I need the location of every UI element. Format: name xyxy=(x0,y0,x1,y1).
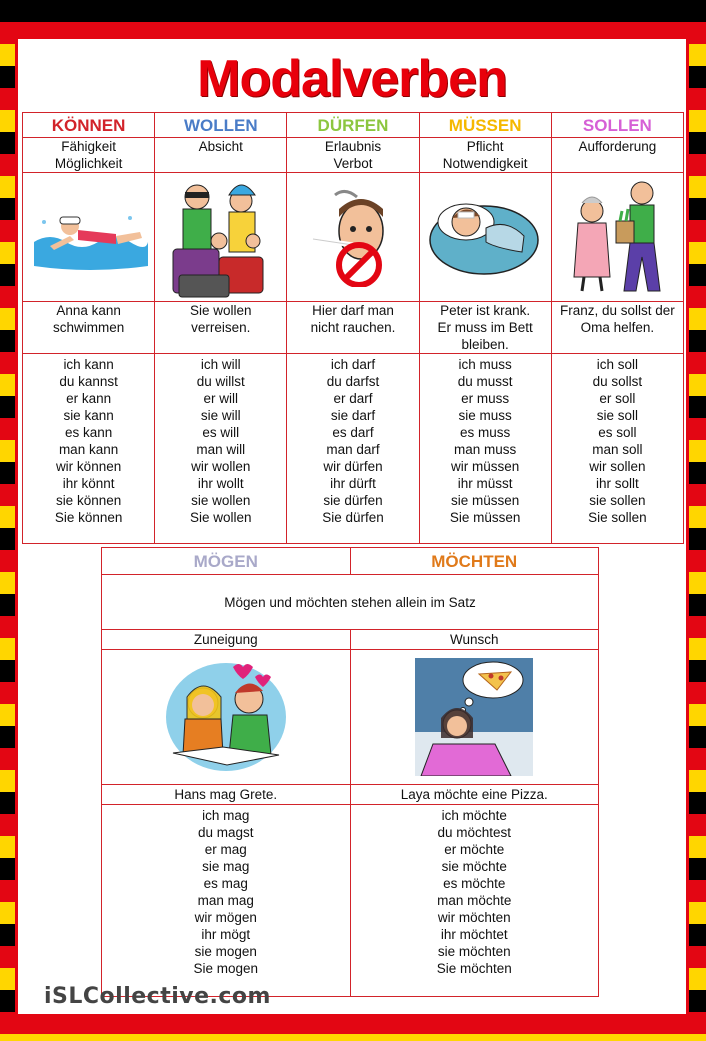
meaning-row xyxy=(102,630,599,650)
conjugation-form: du magst xyxy=(197,825,254,840)
meaning-cell: Pflicht Notwendigkeit xyxy=(419,138,551,173)
usage-note: Mögen und möchten stehen allein im Satz xyxy=(102,575,599,630)
conjugation-form: man muss xyxy=(454,442,517,457)
meaning-cell: Aufforderung xyxy=(551,138,683,173)
conjugation-form: wir sollen xyxy=(589,459,646,474)
verb-header-duerfen: DÜRFEN xyxy=(287,113,419,138)
conjugation-form: er mag xyxy=(204,842,247,857)
conjugation-form: ich muss xyxy=(458,357,512,372)
conjugation-form: sie möchten xyxy=(437,944,511,959)
conjugation-form: wir können xyxy=(55,459,122,474)
verb-header-row xyxy=(23,113,684,138)
sick-in-bed-icon xyxy=(426,192,544,282)
conjugation-form: Sie können xyxy=(54,510,123,525)
conjugation-cell xyxy=(350,805,599,997)
conjugation-form: es darf xyxy=(332,425,374,440)
picture-cell xyxy=(102,650,351,785)
conjugation-form: ihr sollt xyxy=(595,476,639,491)
conjugation-form: sie können xyxy=(55,493,122,508)
conjugation-form: er darf xyxy=(333,391,373,406)
conjugation-form: ich soll xyxy=(596,357,638,372)
example-cell: Peter ist krank. Er muss im Bett bleiben. xyxy=(419,302,551,354)
conjugation-row xyxy=(102,805,599,997)
conjugation-cell xyxy=(155,354,287,544)
conjugation-form: du musst xyxy=(457,374,513,389)
conjugation-form: wir dürfen xyxy=(323,459,383,474)
travelers-icon xyxy=(169,175,273,299)
no-smoking-icon xyxy=(305,187,401,287)
verb-header-sollen: SOLLEN xyxy=(551,113,683,138)
verb-header-row xyxy=(102,548,599,575)
conjugation-form: er kann xyxy=(66,391,112,406)
conjugation-form: man mag xyxy=(197,893,254,908)
conjugation-form: Sie müssen xyxy=(449,510,521,525)
meaning-cell: Absicht xyxy=(155,138,287,173)
conjugation-cell xyxy=(102,805,351,997)
verb-header-koennen: KÖNNEN xyxy=(23,113,155,138)
conjugation-form: Sie dürfen xyxy=(322,510,384,525)
conjugation-form: du sollst xyxy=(592,374,643,389)
example-cell: Franz, du sollst der Oma helfen. xyxy=(551,302,683,354)
conjugation-cell xyxy=(419,354,551,544)
conjugation-form: ihr wollt xyxy=(197,476,244,491)
pizza-dream-icon xyxy=(415,658,533,776)
conjugation-form: ich will xyxy=(200,357,241,372)
picture-cell xyxy=(551,173,683,302)
conjugation-form: er muss xyxy=(461,391,510,406)
conjugation-cell xyxy=(23,354,155,544)
picture-row xyxy=(23,173,684,302)
conjugation-form: es mag xyxy=(203,876,248,891)
conjugation-form: es soll xyxy=(598,425,637,440)
conjugation-form: man darf xyxy=(326,442,380,457)
modal-verbs-table xyxy=(22,112,684,544)
example-row xyxy=(23,302,684,354)
conjugation-form: wir mögen xyxy=(194,910,257,925)
conjugation-form: es kann xyxy=(64,425,113,440)
conjugation-form: ihr müsst xyxy=(457,476,513,491)
picture-cell xyxy=(350,650,599,785)
conjugation-form: es will xyxy=(202,425,240,440)
moegen-moechten-table xyxy=(101,547,599,997)
conjugation-row xyxy=(23,354,684,544)
verb-header-moechten: MÖCHTEN xyxy=(350,548,599,575)
conjugation-form: du möchtest xyxy=(437,825,512,840)
conjugation-cell xyxy=(287,354,419,544)
conjugation-form: sie müssen xyxy=(451,493,520,508)
conjugation-form: du kannst xyxy=(59,374,118,389)
conjugation-form: du willst xyxy=(196,374,245,389)
conjugation-form: sie mag xyxy=(202,859,250,874)
helping-grandma-icon xyxy=(562,177,672,297)
conjugation-form: er soll xyxy=(599,391,636,406)
meaning-cell: Erlaubnis Verbot xyxy=(287,138,419,173)
picture-row xyxy=(102,650,599,785)
conjugation-form: ich möchte xyxy=(441,808,507,823)
conjugation-form: sie muss xyxy=(458,408,512,423)
conjugation-form: sie dürfen xyxy=(323,493,383,508)
page-title: Modalverben xyxy=(197,50,507,108)
conjugation-form: sie mogen xyxy=(194,944,257,959)
conjugation-form: er möchte xyxy=(444,842,505,857)
conjugation-cell xyxy=(551,354,683,544)
worksheet xyxy=(15,36,689,1017)
conjugation-form: es möchte xyxy=(443,876,506,891)
couple-icon xyxy=(163,657,289,777)
conjugation-form: ich darf xyxy=(330,357,376,372)
conjugation-form: sie wollen xyxy=(191,493,251,508)
meaning-cell: Zuneigung xyxy=(102,630,351,650)
conjugation-form: wir wollen xyxy=(191,459,251,474)
example-cell: Anna kann schwimmen xyxy=(23,302,155,354)
verb-header-moegen: MÖGEN xyxy=(102,548,351,575)
conjugation-form: sie will xyxy=(200,408,241,423)
example-cell: Hans mag Grete. xyxy=(102,785,351,805)
meaning-row xyxy=(23,138,684,173)
verb-header-muessen: MÜSSEN xyxy=(419,113,551,138)
conjugation-form: sie darf xyxy=(330,408,376,423)
conjugation-form: sie sollen xyxy=(589,493,646,508)
conjugation-form: Sie sollen xyxy=(588,510,647,525)
conjugation-form: ich mag xyxy=(202,808,250,823)
picture-cell xyxy=(419,173,551,302)
note-row xyxy=(102,575,599,630)
conjugation-form: sie kann xyxy=(63,408,114,423)
example-cell: Sie wollen verreisen. xyxy=(155,302,287,354)
conjugation-form: es muss xyxy=(460,425,511,440)
conjugation-form: wir möchten xyxy=(437,910,511,925)
conjugation-form: ihr mögt xyxy=(201,927,251,942)
conjugation-form: du darfst xyxy=(326,374,380,389)
conjugation-form: Sie mogen xyxy=(193,961,259,976)
conjugation-form: man soll xyxy=(592,442,643,457)
footer-watermark: iSLCollective.com xyxy=(44,984,271,1009)
picture-cell xyxy=(23,173,155,302)
conjugation-form: man möchte xyxy=(437,893,512,908)
conjugation-form: Sie möchten xyxy=(436,961,512,976)
example-row xyxy=(102,785,599,805)
conjugation-form: ihr dürft xyxy=(330,476,376,491)
swimmer-icon xyxy=(30,202,148,272)
picture-cell xyxy=(287,173,419,302)
meaning-cell: Wunsch xyxy=(350,630,599,650)
conjugation-form: man kann xyxy=(58,442,119,457)
conjugation-form: Sie wollen xyxy=(190,510,252,525)
conjugation-form: er will xyxy=(203,391,239,406)
example-cell: Hier darf man nicht rauchen. xyxy=(287,302,419,354)
conjugation-form: ihr möchtet xyxy=(440,927,508,942)
conjugation-form: sie möchte xyxy=(441,859,507,874)
conjugation-form: sie soll xyxy=(596,408,638,423)
example-cell: Laya möchte eine Pizza. xyxy=(350,785,599,805)
conjugation-form: man will xyxy=(196,442,246,457)
conjugation-form: ihr könnt xyxy=(62,476,115,491)
meaning-cell: Fähigkeit Möglichkeit xyxy=(23,138,155,173)
verb-header-wollen: WOLLEN xyxy=(155,113,287,138)
picture-cell xyxy=(155,173,287,302)
conjugation-form: wir müssen xyxy=(451,459,520,474)
conjugation-form: ich kann xyxy=(63,357,114,372)
